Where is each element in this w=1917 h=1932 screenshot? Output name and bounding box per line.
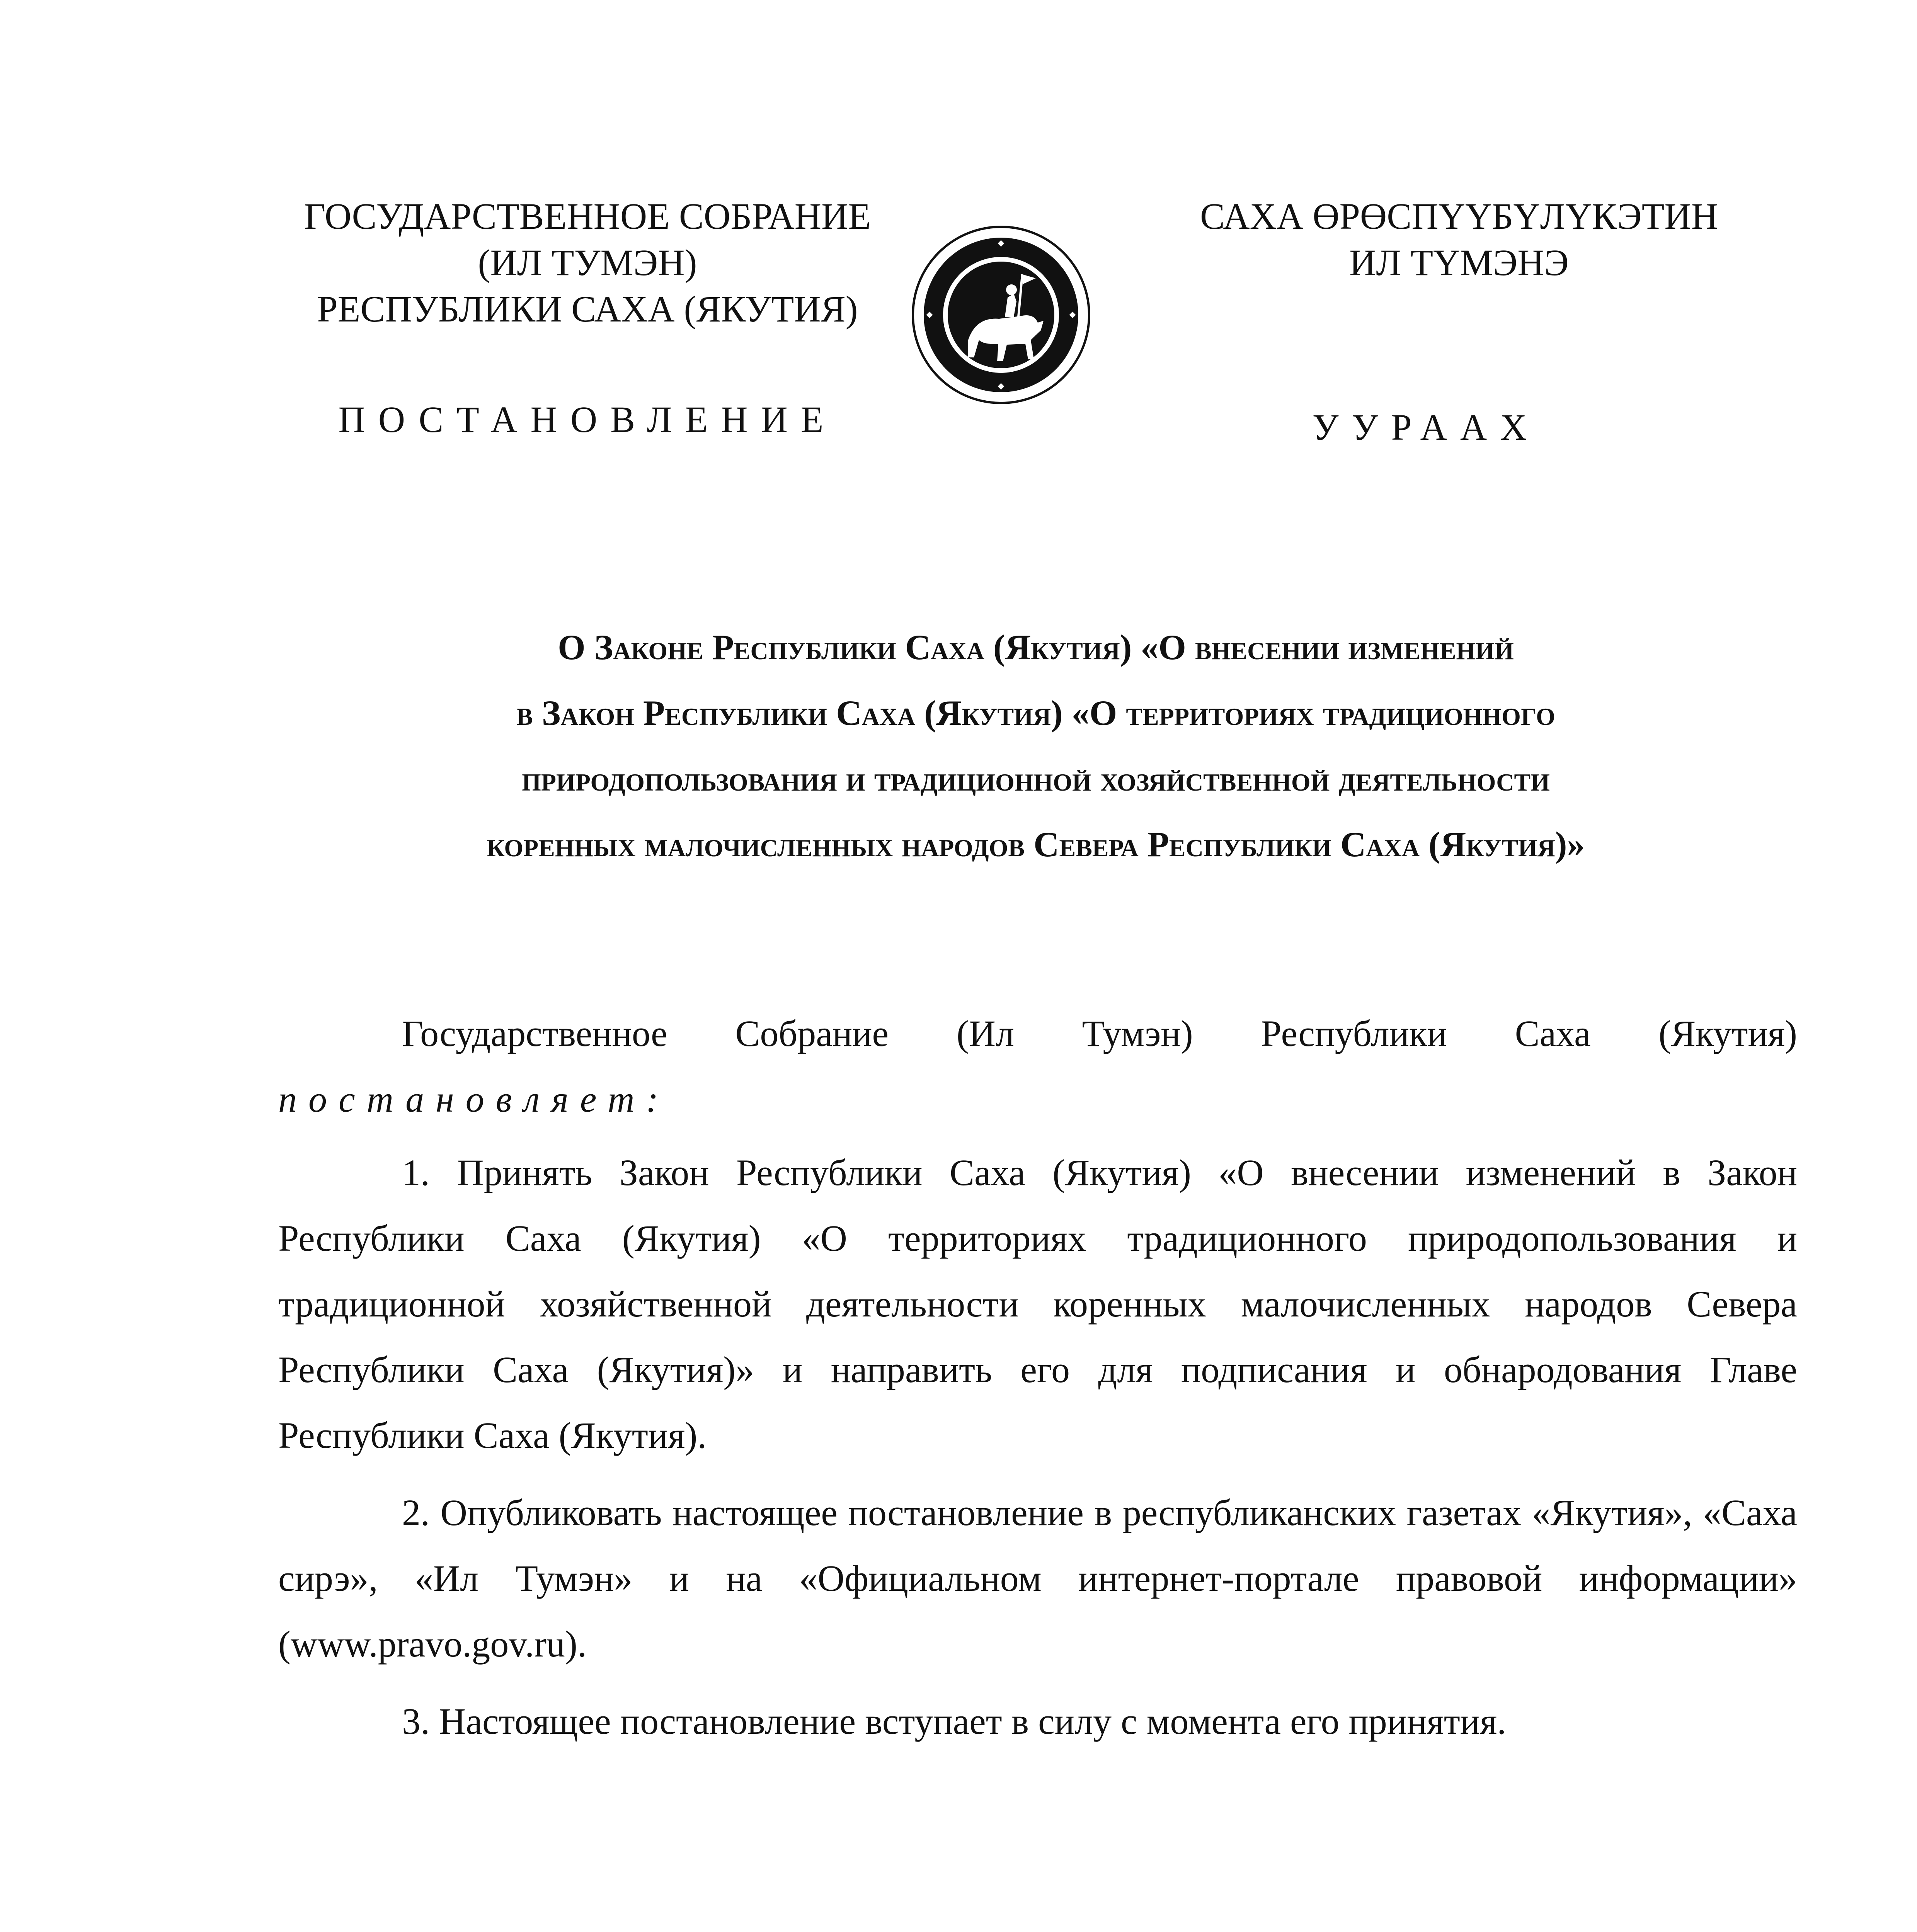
republic-emblem (910, 224, 1092, 406)
header-left-line: РЕСПУБЛИКИ САХА (ЯКУТИЯ) (317, 288, 858, 330)
title-line: природопользования и традиционной хозяйственной деятельности (522, 759, 1550, 798)
header-right-line: САХА ӨРӨСПҮҮБҮЛҮКЭТИН (1200, 196, 1718, 237)
header-left (247, 193, 928, 332)
body-item: 3. Настоящее постановление вступает в силу с момента его принятия. (402, 1701, 1507, 1742)
intro-verb: постановляет: (278, 1078, 670, 1120)
document-title (309, 614, 1762, 877)
title-line: О Законе Республики Саха (Якутия) «О внесении изменений (558, 628, 1514, 667)
document-body (278, 1001, 1797, 1754)
intro-paragraph: Государственное Собрание (Ил Тумэн) Республики Саха (Якутия) (402, 1013, 1797, 1054)
intro-verb-line (278, 1066, 1797, 1132)
title-line: коренных малочисленных народов Севера Республики Саха (Якутия)» (487, 825, 1585, 864)
title-line: в Закон Республики Саха (Якутия) «О территориях традиционного (516, 693, 1555, 733)
body-item: 1. Принять Закон Республики Саха (Якутия) «О внесении изменений в Закон Республики Саха (Якутия) «О территориях традиционного природопользования и традиционной хозяйственной деятельности коренных малочисленных народов Севера Республики Саха (Якутия)» и направить его для подписания и обнародования Главе Республики Саха (Якутия). (278, 1152, 1797, 1456)
header-right-line: ИЛ ТҮМЭНЭ (1349, 242, 1569, 283)
doc-type-right: УУРААХ (1312, 406, 1540, 448)
header-left-line: ГОСУДАРСТВЕННОЕ СОБРАНИЕ (304, 196, 871, 237)
body-item: 2. Опубликовать настоящее постановление в республиканских газетах «Якутия», «Саха сирэ», «Ил Тумэн» и на «Официальном интернет-портале правовой информации» (www.pravo.gov.ru). (278, 1492, 1797, 1665)
header-left-line: (ИЛ ТУМЭН) (478, 242, 697, 283)
header-right (1129, 193, 1789, 286)
doc-type-left: ПОСТАНОВЛЕНИЕ (338, 399, 837, 440)
